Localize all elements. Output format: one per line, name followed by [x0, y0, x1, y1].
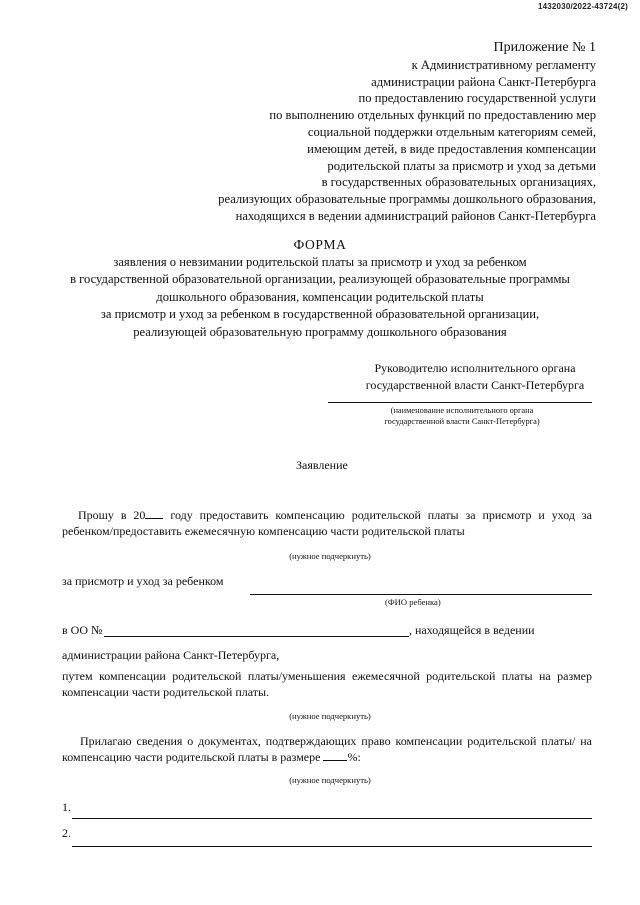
attachments-paragraph [62, 733, 592, 765]
hint-underline-2: (нужное подчеркнуть) [289, 711, 371, 721]
appendix-line: по выполнению отдельных функций по предоставлению мер [269, 108, 596, 123]
addressee-caption-line: государственной власти Санкт-Петербурга) [384, 417, 540, 426]
appendix-line: имеющим детей, в виде предоставления компенсации [307, 141, 596, 156]
percent-blank-field[interactable] [323, 749, 347, 761]
attachments-text: Прилагаю сведения о документах, подтверждающих право компенсации родительской платы/ на компенсацию части родительской платы в размере [62, 734, 592, 764]
addressee-line: Руководителю исполнительного органа [374, 361, 576, 375]
year-blank-field[interactable] [145, 507, 163, 519]
oo-number-field[interactable] [104, 636, 409, 637]
form-subtitle-line: реализующей образовательную программу дошкольного образования [133, 324, 507, 339]
document-line-1[interactable] [72, 818, 592, 819]
form-subtitle-line: в государственной образовательной организации, реализующей образовательные программы [70, 272, 570, 286]
child-label: за присмотр и уход за ребенком [62, 574, 224, 588]
list-item-number: 1. [62, 800, 71, 814]
request-paragraph [62, 507, 592, 539]
document-id: 1432030/2022-43724(2) [537, 2, 628, 11]
appendix-line: социальной поддержки отдельным категориям семей, [307, 124, 596, 139]
form-title: ФОРМА [293, 237, 347, 252]
form-subtitle-line: за присмотр и уход за ребенком в государственной образовательной организации, [100, 307, 540, 321]
hint-underline-3: (нужное подчеркнуть) [289, 775, 371, 785]
appendix-line: администрации района Санкт-Петербурга [371, 74, 596, 89]
form-heading [40, 236, 600, 341]
district-text: администрации района Санкт-Петербурга, [62, 648, 280, 662]
attachments-end: %: [347, 750, 361, 764]
oo-suffix: , находящейся в ведении [409, 623, 535, 637]
list-item-number: 2. [62, 826, 71, 840]
hint-underline-1: (нужное подчеркнуть) [289, 551, 371, 561]
document-line-2[interactable] [72, 846, 592, 847]
addressee [330, 360, 620, 394]
appendix-line: по предоставлению государственной услуги [358, 91, 596, 106]
appendix-line: находящихся в ведении администраций районов Санкт-Петербурга [235, 208, 596, 223]
form-subtitle-line: заявления о невзимании родительской платы за присмотр и уход за ребенком [113, 254, 527, 269]
request-start: Прошу в 20 [78, 508, 146, 522]
addressee-line: государственной власти Санкт-Петербурга [365, 378, 585, 392]
appendix-line: в государственных образовательных организациях, [321, 175, 596, 190]
appendix-line: реализующих образовательные программы дошкольного образования, [218, 192, 596, 207]
addressee-blank-line[interactable] [328, 402, 592, 403]
child-name-caption: (ФИО ребенка) [385, 597, 441, 607]
request-rest: году предоставить компенсацию родительской платы за присмотр и уход за ребенком/предоставить ежемесячную компенсацию части родительской платы [62, 508, 592, 538]
statement-title: Заявление [296, 458, 348, 472]
method-paragraph: путем компенсации родительской платы/уменьшения ежемесячной родительской платы на размер компенсации части родительской платы. [62, 669, 592, 699]
addressee-caption-line: (наименование исполнительного органа [390, 406, 534, 415]
appendix-header [176, 40, 596, 225]
oo-label: в ОО № [62, 623, 103, 637]
appendix-line: Приложение № 1 [493, 40, 596, 55]
child-name-field[interactable] [250, 594, 592, 595]
appendix-line: к Административному регламенту [411, 57, 596, 72]
addressee-caption [352, 405, 572, 427]
appendix-line: родительской платы за присмотр и уход за детьми [327, 158, 596, 173]
form-subtitle-line: дошкольного образования, компенсации родительской платы [156, 289, 484, 304]
